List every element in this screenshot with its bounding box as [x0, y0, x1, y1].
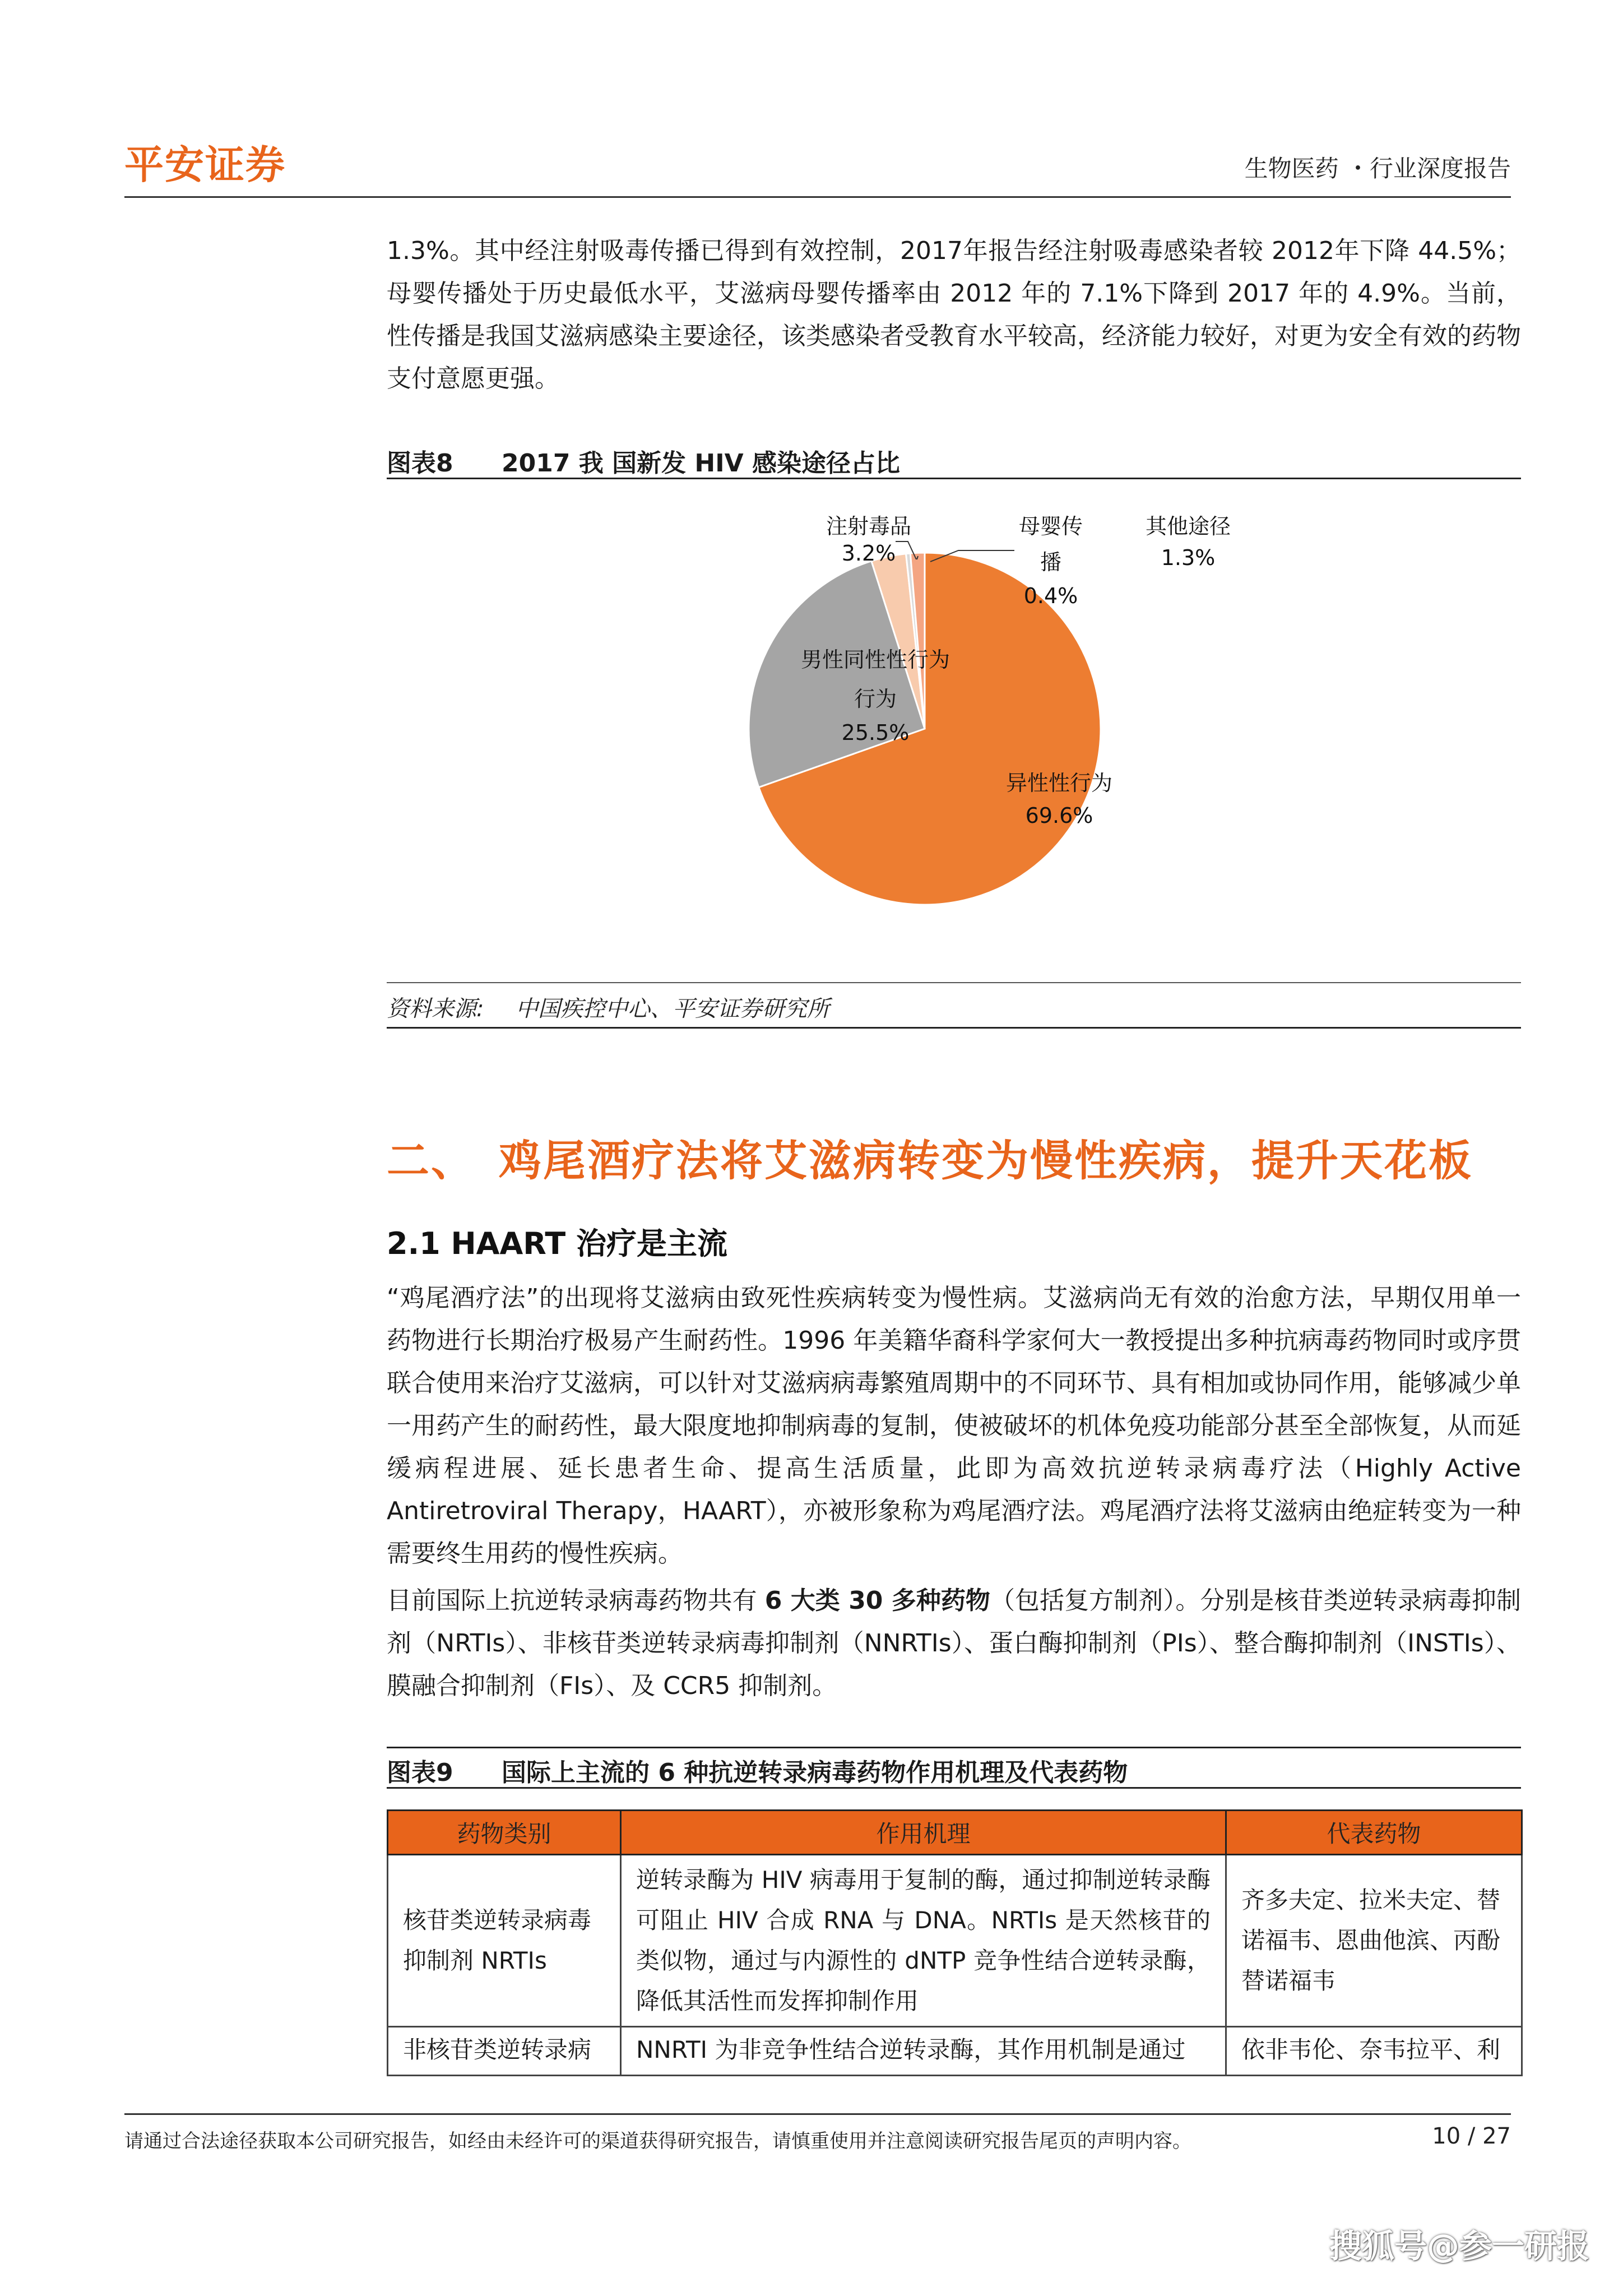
value-other: 1.3% [1161, 545, 1216, 570]
page-number: 10 / 27 [1432, 2123, 1511, 2149]
label-mtct: 母婴传 [1018, 514, 1083, 539]
body-paragraph-1: “鸡尾酒疗法”的出现将艾滋病由致死性疾病转变为慢性病。艾滋病尚无有效的治愈方法，早期仅用单一药物进行长期治疗极易产生耐药性。1996 年美籍华裔科学家何大一教授提出多种抗病毒药物同时或序贯联合使用来治疗艾滋病，可以针对艾滋病病毒繁殖周期中的不同环节、具有相加或协同作用，能够减少单一用药产生的耐药性，最大限度地抑制病毒的复制，使被破坏的机体免疫功能部分甚至全部恢复，从而延缓病程进展、延长患者生命、提高生活质量，此即为高效抗逆转录病毒疗法（Highly Active Antiretroviral Therapy，HAART），亦被形象称为鸡尾酒疗法。鸡尾酒疗法将艾滋病由绝症转变为一种需要终生用药的慢性疾病。 [387, 1284, 1521, 1568]
figure9-number: 图表9 [387, 1758, 453, 1787]
para2-end: （包括复方制剂）。分别是核苷类逆转录病毒抑制剂（NRTIs）、非核苷类逆转录病毒抑制剂（NNRTIs）、蛋白酶抑制剂（PIs）、整合酶抑制剂（INSTIs）、膜融合抑制剂（FIs）、及 CCR5 抑制剂。 [387, 1586, 1521, 1700]
footer-disclaimer: 请通过合法途径获取本公司研究报告，如经由未经许可的渠道获得研究报告，请慎重使用并注意阅读研究报告尾页的声明内容。 [124, 2130, 1191, 2152]
label-injection: 注射毒品 [826, 514, 912, 539]
para2-start: 目前国际上抗逆转录病毒药物共有 [387, 1586, 765, 1615]
figure9-title [387, 1752, 1521, 1788]
label-heterosexual: 异性性行为 [1005, 771, 1113, 795]
footer-divider [124, 2113, 1511, 2115]
figure8-source-rule [387, 982, 1521, 983]
label-other: 其他途径 [1145, 514, 1231, 539]
figure8-caption: 2017 我 国新发 HIV 感染途径占比 [502, 449, 900, 478]
value-heterosexual: 69.6% [1025, 803, 1093, 828]
cell-drugs: 齐多夫定、拉米夫定、替诺福韦、恩曲他滨、丙酚替诺福韦 [1226, 1855, 1522, 2027]
cell-mechanism: 逆转录酶为 HIV 病毒用于复制的酶，通过抑制逆转录酶可阻止 HIV 合成 RNA 与 DNA。NRTIs 是天然核苷的类似物，通过与内源性的 dNTP 竞争性结合逆转录酶，降低其活性而发挥抑制作用 [621, 1855, 1226, 2027]
watermark: 搜狐号@参一研报 [1329, 2227, 1589, 2265]
value-injection: 3.2% [841, 541, 896, 566]
cell-category: 核苷类逆转录病毒抑制剂 NRTIs [388, 1855, 621, 2027]
figure8-number: 图表8 [387, 449, 453, 478]
header-category: 药物类别 [388, 1811, 621, 1855]
figure9-top-rule [387, 1747, 1521, 1748]
figure8-top-rule [387, 478, 1521, 479]
para2-bold: 6 大类 30 多种药物 [764, 1586, 990, 1615]
label-msm-line2: 行为 [854, 687, 897, 711]
intro-paragraph: 1.3%。其中经注射吸毒传播已得到有效控制，2017年报告经注射吸毒感染者较 2012年下降 44.5%；母婴传播处于历史最低水平，艾滋病母婴传播率由 2012 年的 7.1%下降到 2017 年的 4.9%。当前，性传播是我国艾滋病感染主要途径，该类感染者受教育水平较高，经济能力较好，对更为安全有效的药物支付意愿更强。 [387, 237, 1521, 393]
figure9-caption: 国际上主流的 6 种抗逆转录病毒药物作用机理及代表药物 [502, 1758, 1128, 1787]
table-row [388, 1855, 1522, 2027]
figure8-bottom-rule [387, 1027, 1521, 1029]
cell-drugs: 依非韦伦、奈韦拉平、利 [1226, 2027, 1522, 2076]
cell-mechanism: NNRTI 为非竞争性结合逆转录酶，其作用机制是通过 [621, 2027, 1226, 2076]
source-text: 中国疾控中心、平安证券研究所 [516, 996, 829, 1022]
pie-chart [729, 493, 1267, 931]
label-mtct-line2: 播 [1040, 550, 1062, 575]
table-row [388, 2027, 1522, 2076]
cell-category: 非核苷类逆转录病 [388, 2027, 621, 2076]
body-paragraph-2 [387, 1580, 1521, 1707]
header-divider [124, 196, 1511, 198]
figure9-title-rule [387, 1787, 1521, 1789]
subsection-title: 2.1 HAART 治疗是主流 [387, 1226, 728, 1261]
value-msm: 25.5% [841, 720, 910, 745]
source-label: 资料来源: [387, 996, 484, 1022]
label-msm: 男性同性性行为 [800, 647, 950, 672]
section-number: 二、 [387, 1136, 475, 1186]
table-header-row [388, 1811, 1522, 1855]
section-heading [387, 1127, 1473, 1188]
value-mtct: 0.4% [1023, 584, 1078, 608]
report-category: 生物医药 ・行业深度报告 [1244, 155, 1511, 182]
figure8-source [387, 991, 829, 1023]
section-title: 鸡尾酒疗法将艾滋病转变为慢性疾病，提升天花板 [499, 1136, 1473, 1186]
header-mechanism: 作用机理 [621, 1811, 1226, 1855]
drug-table [387, 1809, 1523, 2076]
figure8-title [387, 443, 1521, 479]
header-drugs: 代表药物 [1226, 1811, 1522, 1855]
brand-logo: 平安证券 [124, 142, 286, 188]
